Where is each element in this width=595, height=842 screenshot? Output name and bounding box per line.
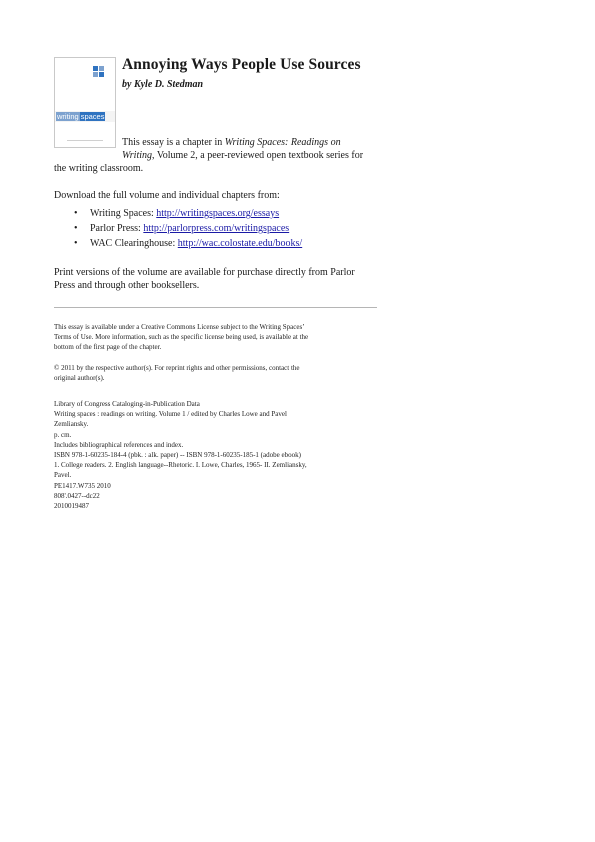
cover-wordmark: writing spaces [57,112,105,121]
list-item: • WAC Clearinghouse: http://wac.colostate.edu/books/ [74,238,303,249]
writingspaces-link[interactable]: http://writingspaces.org/essays [156,208,280,219]
license-line: Terms of Use. More information, such as the specific license being used, is available at the [54,333,309,341]
wac-clearinghouse-link[interactable]: http://wac.colostate.edu/books/ [177,238,303,249]
list-item: • Writing Spaces: http://writingspaces.org/essays [74,208,280,219]
cip-line: p. cm. [54,431,72,439]
bullet: • [74,208,78,219]
intro-line-3: the writing classroom. [54,163,144,174]
book-cover-thumbnail [54,57,116,148]
list-item: • Parlor Press: http://parlorpress.com/writingspaces [74,223,290,234]
cip-line: ISBN 978-1-60235-184-4 (pbk. : alk. paper) -- ISBN 978-1-60235-185-1 (adobe ebook) [54,451,301,459]
copyright-line: original author(s). [54,374,105,382]
cip-line: 2010019487 [54,502,89,510]
cip-line: Includes bibliographical references and index. [54,441,184,449]
cip-line: Library of Congress Cataloging-in-Publication Data [54,400,200,408]
cip-line: Zemliansky. [54,420,89,428]
cip-line: 808'.0427--dc22 [54,492,100,500]
bullet: • [74,238,78,249]
cover-subtitle-line [67,140,103,141]
chapter-author: by Kyle D. Stedman [122,79,204,90]
intro-line-1: This essay is a chapter in Writing Spaces: Readings on [122,137,341,148]
cip-line: Pavel. [54,471,72,479]
cip-line: PE1417.W735 2010 [54,482,111,490]
license-line: bottom of the first page of the chapter. [54,343,162,351]
download-heading: Download the full volume and individual chapters from: [54,190,280,201]
writing-spaces-logo-icon [93,66,105,78]
intro-line-2: Writing, Volume 2, a peer-reviewed open textbook series for [122,150,364,161]
cip-line: Writing spaces : readings on writing. Volume 1 / edited by Charles Lowe and Pavel [54,410,287,418]
copyright-line: © 2011 by the respective author(s). For reprint rights and other permissions, contact the [54,364,300,372]
cip-line: 1. College readers. 2. English language--Rhetoric. I. Lowe, Charles, 1965- II. Zemliansky, [54,461,307,469]
bullet: • [74,223,78,234]
chapter-title: Annoying Ways People Use Sources [122,56,361,73]
print-line-2: Press and through other booksellers. [54,280,200,291]
license-line: This essay is available under a Creative Commons License subject to the Writing Spaces’ [54,323,305,331]
parlorpress-link[interactable]: http://parlorpress.com/writingspaces [143,223,290,234]
print-line-1: Print versions of the volume are available for purchase directly from Parlor [54,267,355,278]
section-divider [54,307,377,308]
